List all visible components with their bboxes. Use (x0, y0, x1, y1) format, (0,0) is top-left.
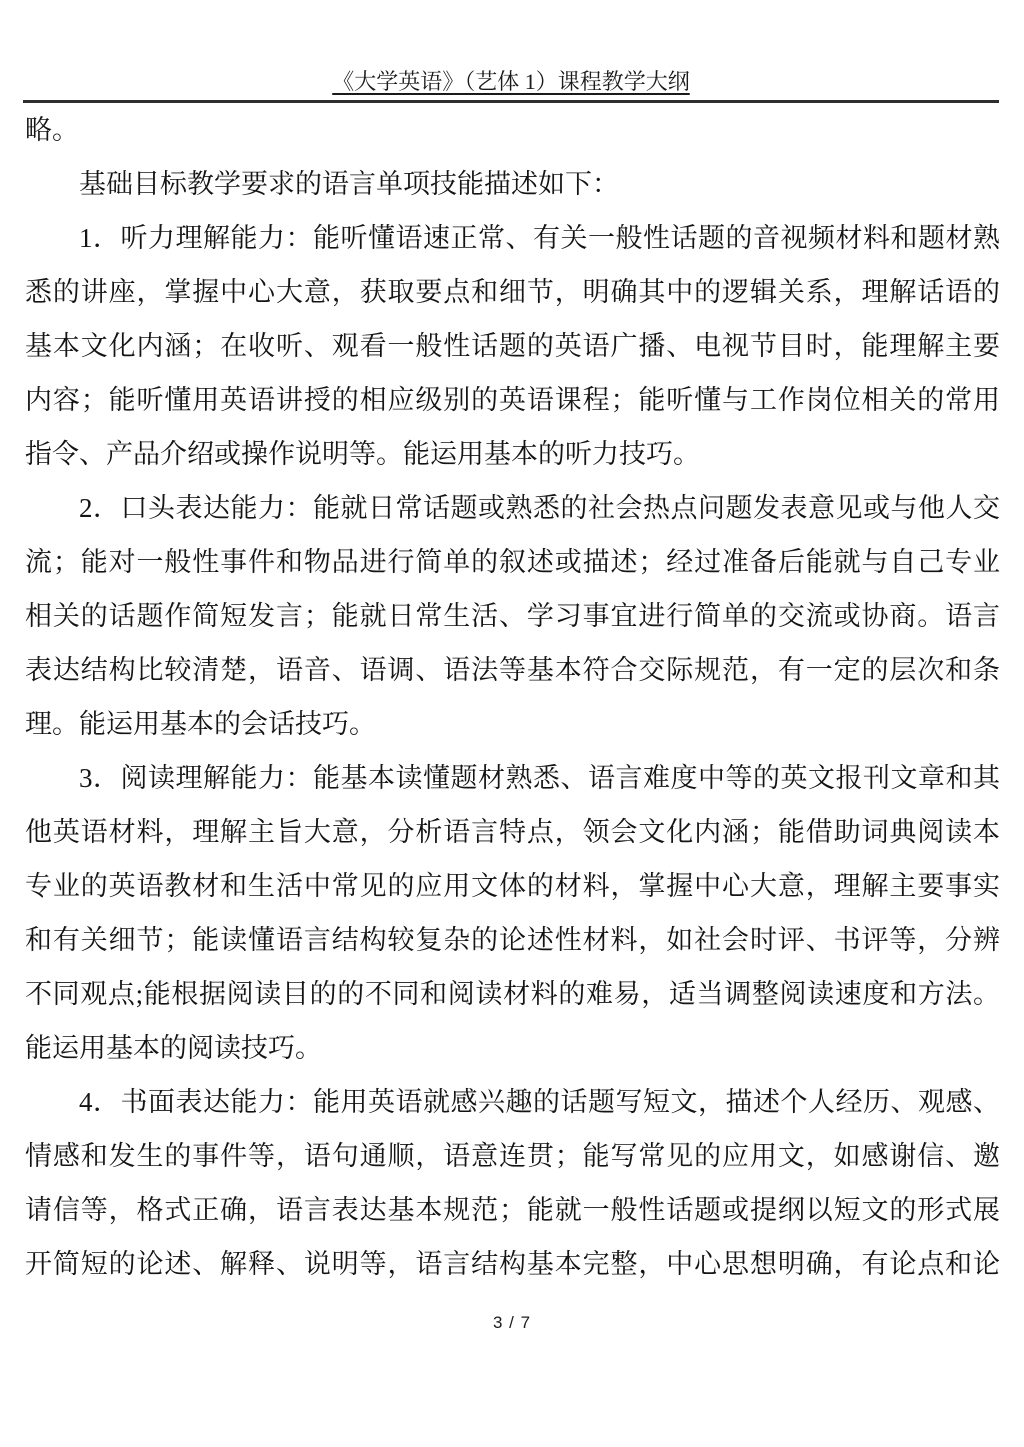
text-line: 专业的英语教材和生活中常见的应用文体的材料，掌握中心大意，理解主要事实 (25, 871, 1000, 901)
text-line: 略。 (25, 115, 79, 145)
text-line: 表达结构比较清楚，语音、语调、语法等基本符合交际规范，有一定的层次和条 (25, 655, 1000, 685)
document-body (25, 103, 1000, 1291)
paragraph (25, 103, 1000, 157)
text-line: 基本文化内涵；在收听、观看一般性话题的英语广播、电视节目时，能理解主要 (25, 331, 1000, 361)
text-line: 情感和发生的事件等，语句通顺，语意连贯；能写常见的应用文，如感谢信、邀 (25, 1141, 1000, 1171)
page-number: 3 / 7 (492, 1313, 532, 1332)
paragraph (25, 481, 1000, 751)
document-title: 《大学英语》（艺体 1）课程教学大纲 (332, 69, 690, 94)
text-line: 悉的讲座，掌握中心大意，获取要点和细节，明确其中的逻辑关系，理解话语的 (25, 277, 1000, 307)
text-line: 他英语材料，理解主旨大意，分析语言特点，领会文化内涵；能借助词典阅读本 (25, 817, 1000, 847)
text-line: 请信等，格式正确，语言表达基本规范；能就一般性话题或提纲以短文的形式展 (25, 1195, 1000, 1225)
text-line: 不同观点;能根据阅读目的的不同和阅读材料的难易，适当调整阅读速度和方法。 (25, 979, 1000, 1009)
text-line: 指令、产品介绍或操作说明等。能运用基本的听力技巧。 (25, 439, 700, 469)
text-line: 基础目标教学要求的语言单项技能描述如下： (79, 169, 619, 199)
page-header (23, 0, 999, 103)
text-line: 4．书面表达能力：能用英语就感兴趣的话题写短文，描述个人经历、观感、 (79, 1087, 1000, 1117)
paragraph (25, 1075, 1000, 1291)
paragraph (25, 157, 1000, 211)
text-line: 内容；能听懂用英语讲授的相应级别的英语课程；能听懂与工作岗位相关的常用 (25, 385, 1000, 415)
text-line: 2．口头表达能力：能就日常话题或熟悉的社会热点问题发表意见或与他人交 (79, 493, 1000, 523)
text-line: 相关的话题作简短发言；能就日常生活、学习事宜进行简单的交流或协商。语言 (25, 601, 1000, 631)
page-footer (0, 1313, 1024, 1333)
text-line: 和有关细节；能读懂语言结构较复杂的论述性材料，如社会时评、书评等，分辨 (25, 925, 1000, 955)
paragraph (25, 211, 1000, 481)
text-line: 理。能运用基本的会话技巧。 (25, 709, 376, 739)
paragraph (25, 751, 1000, 1075)
text-line: 开简短的论述、解释、说明等，语言结构基本完整，中心思想明确，有论点和论 (25, 1249, 1000, 1279)
text-line: 3．阅读理解能力：能基本读懂题材熟悉、语言难度中等的英文报刊文章和其 (79, 763, 1000, 793)
text-line: 1．听力理解能力：能听懂语速正常、有关一般性话题的音视频材料和题材熟 (79, 223, 1000, 253)
text-line: 能运用基本的阅读技巧。 (25, 1033, 322, 1063)
text-line: 流；能对一般性事件和物品进行简单的叙述或描述；经过准备后能就与自己专业 (25, 547, 1000, 577)
